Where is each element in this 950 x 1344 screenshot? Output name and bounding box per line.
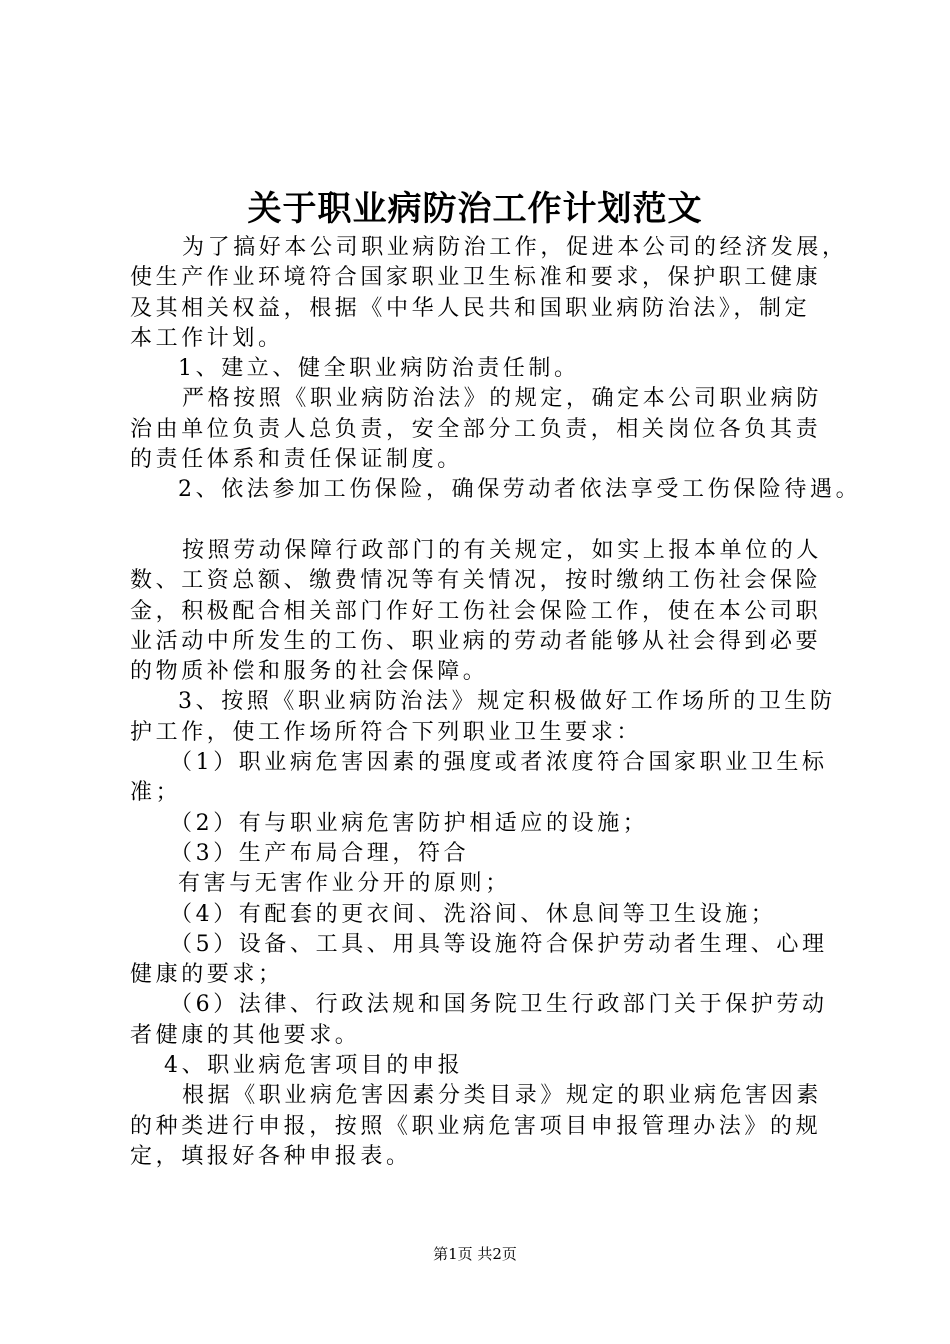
list-item-continuation: 有害与无害作业分开的原则； xyxy=(178,871,511,897)
paragraph-line: 护工作，使工作场所符合下列职业卫生要求： xyxy=(130,719,643,745)
paragraph-line: 为了搞好本公司职业病防治工作，促进本公司的经济发展， xyxy=(182,235,848,260)
paragraph-line: 及其相关权益，根据《中华人民共和国职业病防治法》，制定 xyxy=(130,295,811,321)
paragraph-line: 的种类进行申报，按照《职业病危害项目申报管理办法》的规 xyxy=(130,1113,822,1139)
paragraph-line: 的责任体系和责任保证制度。 xyxy=(130,447,463,473)
paragraph-line: 数、工资总额、缴费情况等有关情况，按时缴纳工伤社会保险 xyxy=(130,568,822,594)
paragraph-line: 按照劳动保障行政部门的有关规定，如实上报本单位的人 xyxy=(182,537,823,563)
paragraph-line: 业活动中所发生的工伤、职业病的劳动者能够从社会得到必要 xyxy=(130,628,822,654)
section-heading: 2、依法参加工伤保险，确保劳动者依法享受工伤保险待遇。 xyxy=(178,477,862,503)
paragraph-line: 使生产作业环境符合国家职业卫生标准和要求，保护职工健康 xyxy=(130,265,822,291)
section-heading: 1、建立、健全职业病防治责任制。 xyxy=(178,356,580,382)
list-item: （6）法律、行政法规和国务院卫生行政部门关于保护劳动 xyxy=(170,992,828,1018)
list-item: （2）有与职业病危害防护相适应的设施； xyxy=(170,810,649,836)
blank-line xyxy=(130,506,850,536)
paragraph-line: 根据《职业病危害因素分类目录》规定的职业病危害因素 xyxy=(182,1083,823,1109)
paragraph-line: 治由单位负责人总负责，安全部分工负责，相关岗位各负其责 xyxy=(130,416,822,442)
paragraph-line: 金，积极配合相关部门作好工伤社会保险工作，使在本公司职 xyxy=(130,598,822,624)
page-number-footer: 第1页 共2页 xyxy=(433,1245,517,1263)
list-item: （5）设备、工具、用具等设施符合保护劳动者生理、心理 xyxy=(170,931,828,957)
section-heading: 4、职业病危害项目的申报 xyxy=(164,1053,464,1079)
document-title: 关于职业病防治工作计划范文 xyxy=(247,189,703,229)
list-item-continuation: 准； xyxy=(130,780,182,806)
list-item-continuation: 健康的要求； xyxy=(130,962,284,988)
paragraph-line: 严格按照《职业病防治法》的规定，确定本公司职业病防 xyxy=(182,386,823,412)
paragraph-line: 的物质补偿和服务的社会保障。 xyxy=(130,659,489,685)
paragraph-line: 本工作计划。 xyxy=(130,325,284,351)
list-item-continuation: 者健康的其他要求。 xyxy=(130,1022,361,1048)
paragraph-line: 定，填报好各种申报表。 xyxy=(130,1143,412,1169)
document-body xyxy=(130,233,862,1172)
section-heading: 3、按照《职业病防治法》规定积极做好工作场所的卫生防 xyxy=(178,689,836,715)
list-item: （4）有配套的更衣间、洗浴间、休息间等卫生设施； xyxy=(170,901,777,927)
list-item: （3）生产布局合理，符合 xyxy=(170,840,470,866)
list-item: （1）职业病危害因素的强度或者浓度符合国家职业卫生标 xyxy=(170,750,828,776)
